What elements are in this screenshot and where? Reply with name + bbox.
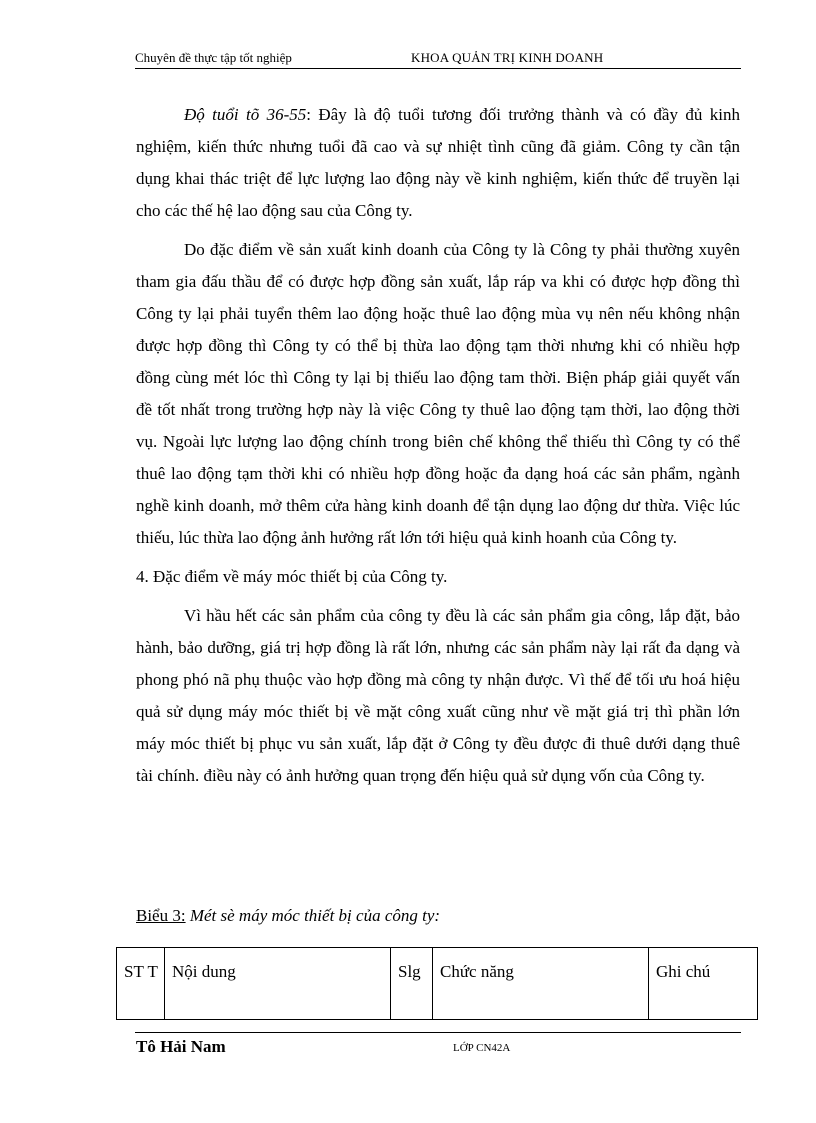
section-heading-equipment: 4. Đặc điểm về máy móc thiết bị của Công ty. bbox=[136, 567, 448, 586]
paragraph-seasonal-labor: Do đặc điểm về sản xuất kinh doanh của Công ty là Công ty phải thường xuyên tham gia đấu thầu để có được hợp đồng sản xuất, lắp ráp va khi có được hợp đồng thì Công ty lại phải tuyển thêm lao động hoặc thuê lao động mùa vụ nên nếu không nhận được hợp đồng thì Công ty có thể bị thừa lao động tạm thời nhưng khi có nhiều hợp đồng cùng mét lóc thì Công ty lại bị thiếu lao động tam thời. Biện pháp giải quyết vấn đề tốt nhất trong trường hợp này là việc Công ty thuê lao động tạm thời, lao động thời vụ. Ngoài lực lượng lao động chính trong biên chế không thể thiếu thì Công ty có thể thuê lao động tạm thời khi có nhiều hợp đồng hoặc đa dạng hoá các sản phẩm, ngành nghề kinh doanh, mở thêm cửa hàng kinh doanh để tận dụng lao động dư thừa. Việc lúc thiếu, lúc thừa lao động ảnh hưởng rất lớn tới hiệu quả kinh hoanh của Công ty. bbox=[136, 240, 740, 547]
paragraph-equipment: Vì hầu hết các sản phẩm của công ty đều là các sản phẩm gia công, lắp đặt, bảo hành, bảo dưỡng, giá trị hợp đồng là rất lớn, nhưng các sản phẩm này lại rất đa dạng và phong phó nã phụ thuộc vào hợp đồng mà công ty nhận được. Vì thế để tối ưu hoá hiệu quả sử dụng máy móc thiết bị về mặt công xuất cũng như về mặt giá trị thì phần lớn máy móc thiết bị phục vu sản xuất, lắp đặt ở Công ty đều được đi thuê dưới dạng thuê tài chính. điều này có ảnh hưởng quan trọng đến hiệu quả sử dụng vốn của Công ty. bbox=[136, 606, 740, 785]
header-cell-quantity: Slg bbox=[391, 948, 433, 1020]
header-cell-content: Nội dung bbox=[165, 948, 391, 1020]
document-body bbox=[136, 99, 740, 799]
caption-title: Mét sè máy móc thiết bị của công ty: bbox=[185, 906, 441, 925]
caption-label: Biểu 3: bbox=[136, 906, 186, 925]
age-group-text: : Đây là độ tuổi tương đối trưởng thành và có đầy đủ kinh nghiệm, kiến thức nhưng tuổi đã cao và sự nhiệt tình cũng đã giảm. Công ty cần tận dụng khai thác triệt để lực lượng lao động này về kinh nghiệm, kiến thức để truyền lại cho các thế hệ lao động sau của Công ty. bbox=[136, 105, 740, 220]
paragraph-age-36-55 bbox=[136, 99, 740, 227]
header-cell-stt: ST T bbox=[117, 948, 165, 1020]
age-group-label: Độ tuổi tõ 36-55 bbox=[184, 105, 307, 124]
header-faculty: KHOA QUẢN TRỊ KINH DOANH bbox=[411, 50, 604, 65]
header-cell-function: Chức năng bbox=[433, 948, 649, 1020]
header-thesis-title: Chuyên đề thực tập tốt nghiệp bbox=[135, 50, 292, 65]
header-divider bbox=[135, 68, 741, 69]
equipment-table bbox=[116, 947, 758, 1020]
footer-divider bbox=[135, 1032, 741, 1033]
footer-author: Tô Hải Nam bbox=[136, 1037, 226, 1056]
table-caption bbox=[136, 906, 440, 926]
header-cell-note: Ghi chú bbox=[649, 948, 758, 1020]
page-header bbox=[135, 50, 741, 70]
table-header-row bbox=[117, 948, 758, 1020]
footer-class: LỚP CN42A bbox=[453, 1042, 511, 1054]
